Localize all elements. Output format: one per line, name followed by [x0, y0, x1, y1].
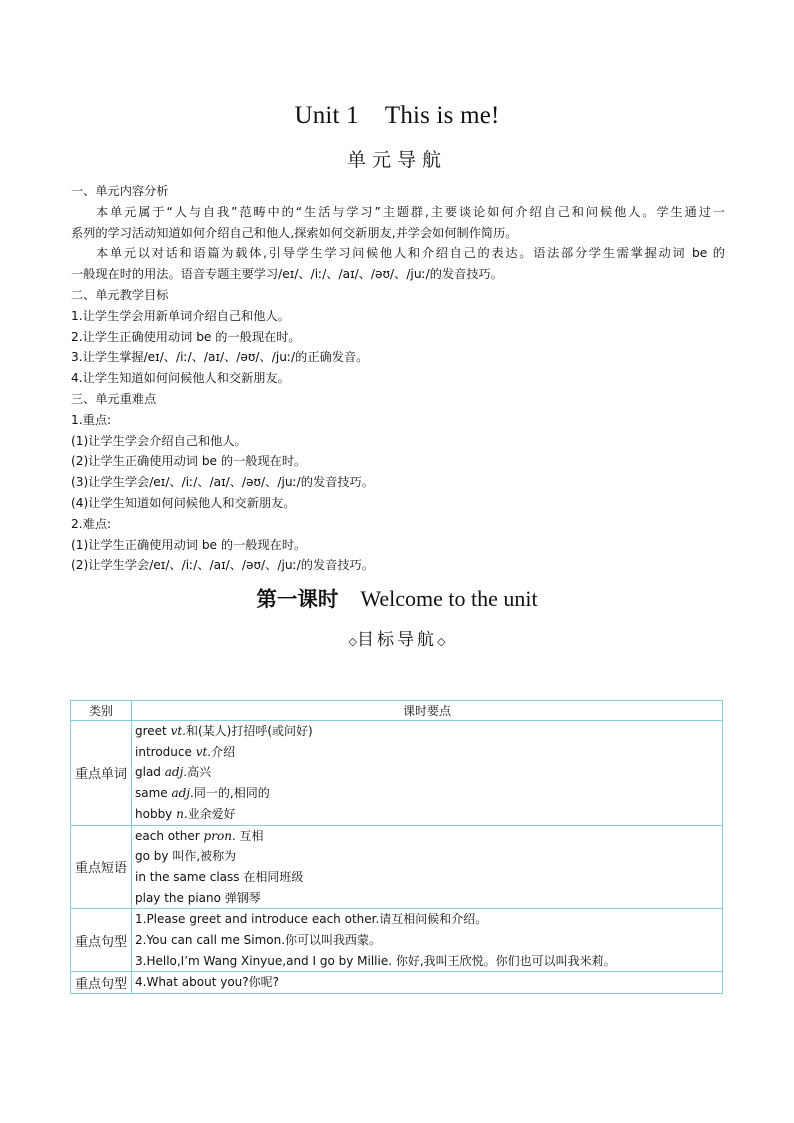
unit-guide-heading: 单元导航 — [346, 149, 447, 171]
point-meaning: 叫作,被称为 — [172, 849, 237, 864]
lesson-title — [0, 582, 794, 612]
category-cell: 重点句型 — [71, 909, 132, 972]
table-row — [71, 909, 723, 972]
point-english: glad — [135, 765, 165, 780]
point-meaning: 你好,我叫王欣悦。你们也可以叫我米莉。 — [395, 953, 616, 968]
point-meaning: 请互相问候和介绍。 — [379, 912, 488, 927]
point-meaning: 介绍 — [211, 744, 236, 759]
point-item — [135, 783, 719, 804]
unit-title — [0, 102, 794, 130]
key-point-item: (2)让学生正确使用动词 be 的一般现在时。 — [71, 454, 307, 469]
point-meaning: 和(某人)打招呼(或问好) — [186, 724, 313, 738]
paragraph-line: 本单元属于“人与自我”范畴中的“生活与学习”主题群,主要谈论如何介绍自己和问候他人。学生通过一 — [96, 204, 725, 219]
category-cell: 重点句型 — [71, 972, 132, 994]
point-item — [135, 762, 719, 783]
point-english: each other — [135, 828, 204, 843]
goal-item: 2.让学生正确使用动词 be 的一般现在时。 — [71, 329, 301, 344]
key-point-item: (3)让学生学会/eɪ/、/iː/、/aɪ/、/əʊ/、/juː/的发音技巧。 — [71, 475, 374, 490]
point-english: play the piano — [135, 890, 225, 905]
unit-number: Unit 1 — [294, 102, 359, 129]
point-english: 4.What about you? — [135, 975, 249, 990]
section-heading-teaching-goals: 二、单元教学目标 — [71, 287, 169, 302]
point-meaning: 互相 — [235, 828, 264, 843]
point-meaning: 同一的,相同的 — [193, 786, 270, 801]
lesson-number: 第一课时 — [256, 587, 339, 611]
point-item — [135, 909, 719, 930]
point-meaning: 高兴 — [187, 765, 212, 780]
category-cell: 重点单词 — [71, 721, 132, 826]
point-english: 1.Please greet and introduce each other. — [135, 912, 380, 927]
column-header-points: 课时要点 — [132, 701, 723, 721]
key-point-item: (4)让学生知道如何问候他人和交新朋友。 — [71, 495, 296, 510]
table-row — [71, 721, 723, 826]
difficult-point-item: (1)让学生正确使用动词 be 的一般现在时。 — [71, 537, 307, 552]
point-meaning: 弹钢琴 — [224, 890, 261, 905]
difficult-point-item: (2)让学生学会/eɪ/、/iː/、/aɪ/、/əʊ/、/juː/的发音技巧。 — [71, 558, 374, 573]
table-row — [71, 825, 723, 909]
target-guide-heading — [0, 625, 794, 650]
part-of-speech: vt. — [195, 744, 212, 759]
lesson-points-table — [70, 700, 723, 994]
unit-name: This is me! — [384, 102, 500, 129]
diamond-icon: ◇ — [437, 635, 446, 648]
section-heading-content-analysis: 一、单元内容分析 — [71, 184, 169, 198]
points-cell — [132, 721, 723, 826]
point-english: 3.Hello,I’m Wang Xinyue,and I go by Millie. — [135, 953, 396, 968]
point-item — [135, 930, 719, 951]
part-of-speech: adj. — [164, 765, 188, 780]
diamond-icon: ◇ — [348, 635, 357, 648]
paragraph-line: 本单元以对话和语篇为载体,引导学生学习问候他人和介绍自己的表达。语法部分学生需掌握动词 be 的 — [96, 246, 725, 261]
point-meaning: 业余爱好 — [187, 806, 236, 821]
points-cell — [132, 909, 723, 972]
point-item — [135, 721, 719, 742]
part-of-speech: n. — [176, 806, 188, 821]
point-english: introduce — [135, 744, 196, 759]
point-item — [135, 846, 719, 867]
goal-item: 4.让学生知道如何问候他人和交新朋友。 — [71, 371, 290, 386]
point-meaning: 你呢? — [248, 975, 280, 990]
point-item — [135, 804, 719, 825]
point-item — [135, 888, 719, 909]
point-english: in the same class — [135, 869, 244, 884]
point-item — [135, 951, 719, 972]
point-english: go by — [135, 849, 173, 864]
paragraph-line: 系列的学习活动知道如何介绍自己和他人,探索如何交新朋友,并学会如何制作简历。 — [71, 225, 518, 240]
key-points-heading: 1.重点: — [71, 412, 112, 427]
part-of-speech: adj. — [171, 786, 194, 801]
point-meaning: 你可以叫我西蒙。 — [285, 933, 382, 948]
point-item — [135, 867, 719, 888]
point-english: hobby — [135, 806, 177, 821]
difficult-points-heading: 2.难点: — [71, 516, 112, 531]
table-row — [71, 972, 723, 994]
point-meaning: 在相同班级 — [243, 869, 304, 884]
point-item — [135, 826, 719, 847]
point-english: same — [135, 786, 172, 801]
paragraph-line: 一般现在时的用法。语音专题主要学习/eɪ/、/iː/、/aɪ/、/əʊ/、/juː/的发音技巧。 — [71, 267, 503, 282]
point-english: 2.You can call me Simon. — [135, 933, 286, 948]
points-cell — [132, 825, 723, 909]
unit-overview — [71, 181, 725, 576]
category-cell: 重点短语 — [71, 825, 132, 909]
goal-item: 3.让学生掌握/eɪ/、/iː/、/aɪ/、/əʊ/、/juː/的正确发音。 — [71, 350, 369, 365]
goal-item: 1.让学生学会用新单词介绍自己和他人。 — [71, 308, 290, 323]
lesson-name: Welcome to the unit — [360, 586, 538, 611]
key-point-item: (1)让学生学会介绍自己和他人。 — [71, 433, 247, 448]
column-header-category: 类别 — [71, 701, 132, 721]
point-english: greet — [135, 724, 171, 738]
table-header-row — [71, 701, 723, 721]
point-item — [135, 742, 719, 763]
target-guide-text: 目标导航 — [357, 630, 437, 650]
point-item — [135, 972, 719, 993]
points-cell — [132, 972, 723, 994]
part-of-speech: pron. — [203, 828, 236, 843]
part-of-speech: vt. — [170, 724, 186, 738]
section-heading-key-points: 三、单元重难点 — [71, 391, 157, 406]
